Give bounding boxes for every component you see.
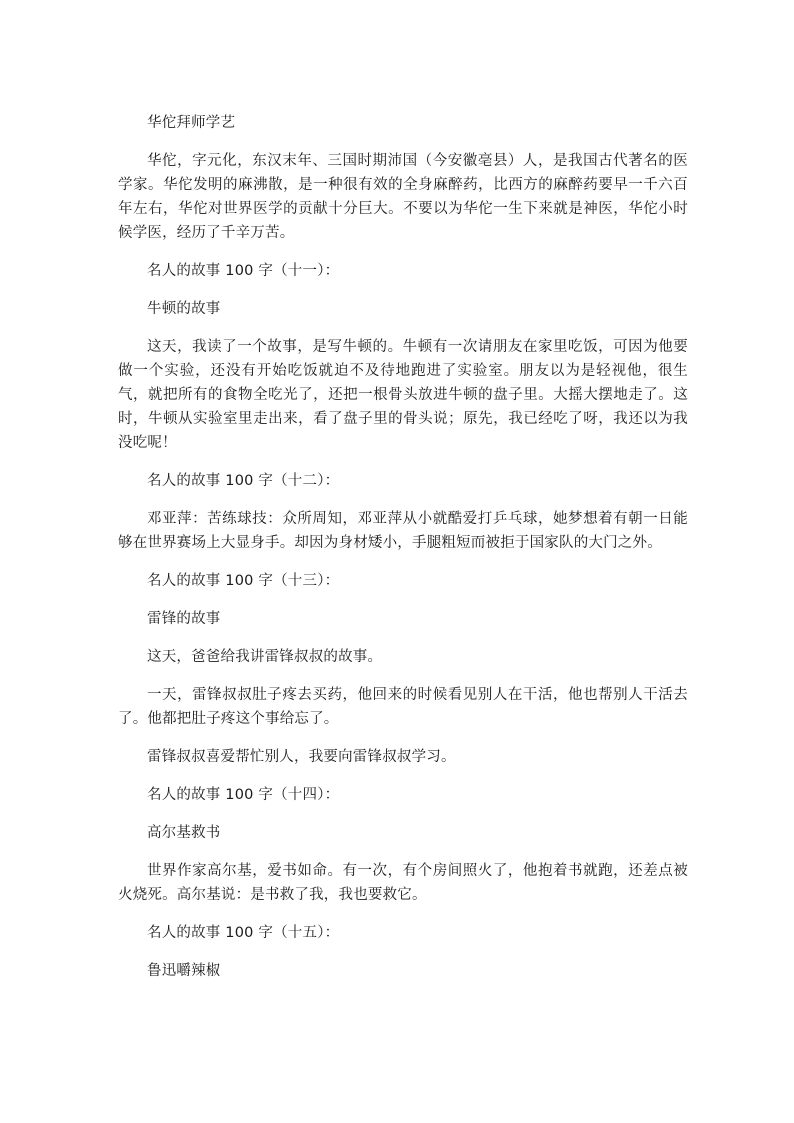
- paragraph-leifeng-2: 一天，雷锋叔叔肚子疼去买药，他回来的时候看见别人在干活，他也帮别人干活去了。他都把肚子疼这个事给忘了。: [118, 687, 688, 727]
- story-number-heading-14: 名人的故事 100 字（十四）：: [147, 787, 340, 803]
- section-title-gorky: 高尔基救书: [147, 825, 221, 841]
- section-title-luxun: 鲁迅嚼辣椒: [147, 963, 221, 979]
- paragraph-gorky: 世界作家高尔基，爱书如命。有一次，有个房间照火了，他抱着书就跑，还差点被火烧死。高尔基说：是书救了我，我也要救它。: [118, 863, 688, 903]
- section-title-leifeng: 雷锋的故事: [147, 611, 221, 627]
- paragraph-deng-yaping: 邓亚萍：苦练球技：众所周知，邓亚萍从小就酷爱打乒乓球，她梦想着有朝一日能够在世界赛场上大显身手。却因为身材矮小，手腿粗短而被拒于国家队的大门之外。: [118, 511, 688, 551]
- story-number-heading-15: 名人的故事 100 字（十五）：: [147, 925, 340, 941]
- story-number-heading-12: 名人的故事 100 字（十二）：: [147, 473, 340, 489]
- paragraph-newton: 这天，我读了一个故事，是写牛顿的。牛顿有一次请朋友在家里吃饭，可因为他要做一个实验，还没有开始吃饭就迫不及待地跑进了实验室。朋友以为是轻视他，很生气，就把所有的食物全吃光了，还把一根骨头放进牛顿的盘子里。大摇大摆地走了。这时，牛顿从实验室里走出来，看了盘子里的骨头说；原先，我已经吃了呀，我还以为我没吃呢！: [118, 339, 688, 451]
- section-title-newton: 牛顿的故事: [147, 301, 221, 317]
- document-body: [118, 111, 688, 997]
- story-number-heading-13: 名人的故事 100 字（十三）：: [147, 573, 340, 589]
- paragraph-leifeng-3: 雷锋叔叔喜爱帮忙别人，我要向雷锋叔叔学习。: [147, 749, 456, 765]
- section-title-huatuo: 华佗拜师学艺: [147, 115, 236, 131]
- story-number-heading-11: 名人的故事 100 字（十一）：: [147, 263, 340, 279]
- paragraph-leifeng-1: 这天，爸爸给我讲雷锋叔叔的故事。: [147, 649, 383, 665]
- paragraph-huatuo: 华佗，字元化，东汉末年、三国时期沛国（今安徽亳县）人，是我国古代著名的医学家。华佗发明的麻沸散，是一种很有效的全身麻醉药，比西方的麻醉药要早一千六百年左右，华佗对世界医学的贡献十分巨大。不要以为华佗一生下来就是神医，华佗小时候学医，经历了千辛万苦。: [118, 153, 688, 241]
